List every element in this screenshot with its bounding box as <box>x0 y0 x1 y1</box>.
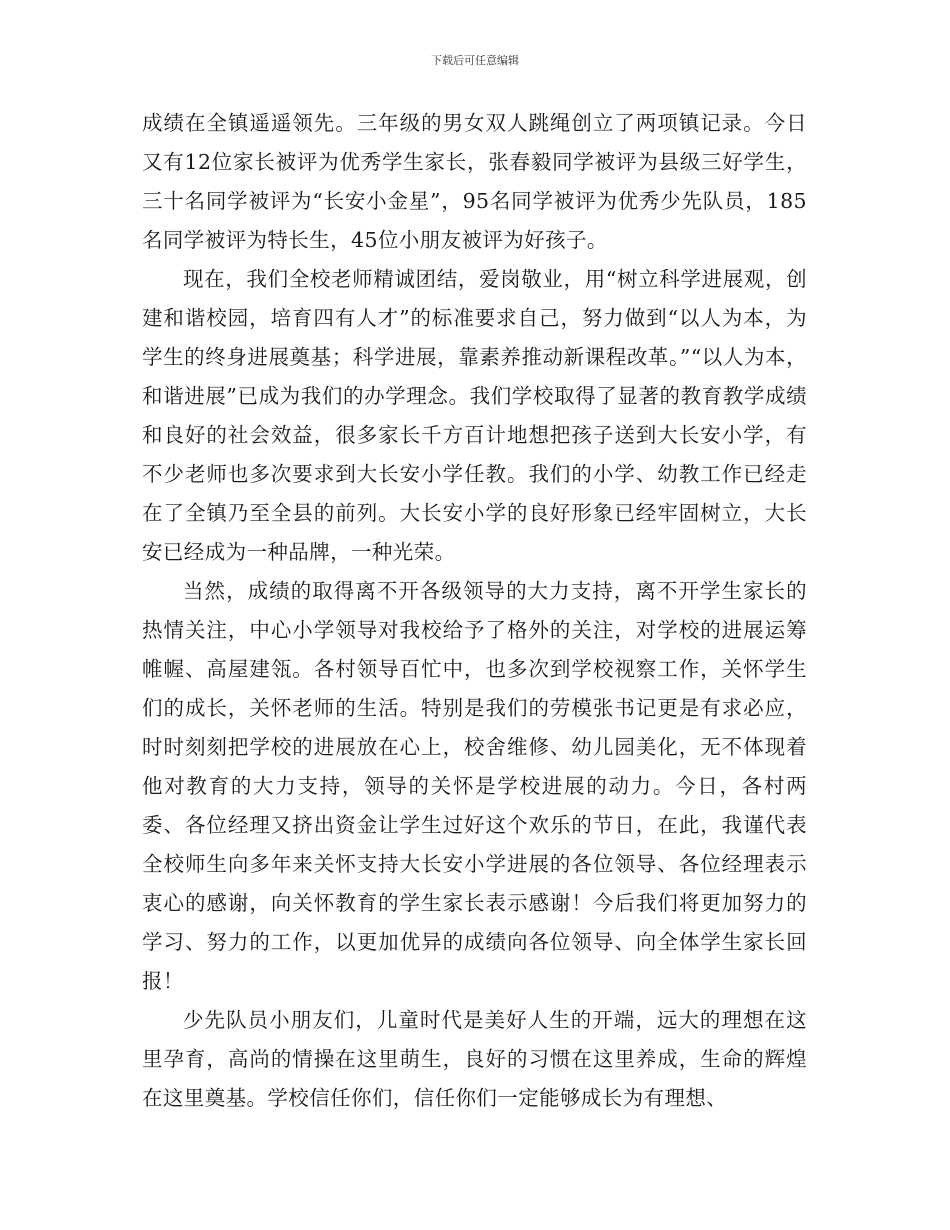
page-header: 下载后可任意编辑 <box>431 54 519 67</box>
document-body <box>142 104 807 1118</box>
paragraph-2: 现在，我们全校老师精诚团结，爱岗敬业，用“树立科学进展观，创建和谐校园，培育四有人才”的标准要求自己，努力做到“以人为本，为学生的终身进展奠基；科学进展，靠素养推动新课程改革。”“以人为本，和谐进展”已成为我们的办学理念。我们学校取得了显著的教育教学成绩和良好的社会效益，很多家长千方百计地想把孩子送到大长安小学，有不少老师也多次要求到大长安小学任教。我们的小学、幼教工作已经走在了全镇乃至全县的前列。大长安小学的良好形象已经牢固树立，大长安已经成为一种品牌，一种光荣。 <box>142 267 807 564</box>
paragraph-1: 成绩在全镇遥遥领先。三年级的男女双人跳绳创立了两项镇记录。今日又有12位家长被评为优秀学生家长，张春毅同学被评为县级三好学生，三十名同学被评为“长安小金星”，95名同学被评为优秀少先队员，185名同学被评为特长生，45位小朋友被评为好孩子。 <box>142 111 807 252</box>
paragraph-4: 少先队员小朋友们，儿童时代是美好人生的开端，远大的理想在这里孕育，高尚的情操在这里萌生，良好的习惯在这里养成，生命的辉煌在这里奠基。学校信任你们，信任你们一定能够成长为有理想、 <box>142 1008 807 1110</box>
paragraph-3: 当然，成绩的取得离不开各级领导的大力支持，离不开学生家长的热情关注，中心小学领导对我校给予了格外的关注，对学校的进展运筹帷幄、高屋建瓴。各村领导百忙中，也多次到学校视察工作，关怀学生们的成长，关怀老师的生活。特别是我们的劳模张书记更是有求必应，时时刻刻把学校的进展放在心上，校舍维修、幼儿园美化，无不体现着他对教育的大力支持，领导的关怀是学校进展的动力。今日，各村两委、各位经理又挤出资金让学生过好这个欢乐的节日，在此，我谨代表全校师生向多年来关怀支持大长安小学进展的各位领导、各位经理表示衷心的感谢，向关怀教育的学生家长表示感谢！今后我们将更加努力的学习、努力的工作，以更加优异的成绩向各位领导、向全体学生家长回报！ <box>142 579 807 993</box>
